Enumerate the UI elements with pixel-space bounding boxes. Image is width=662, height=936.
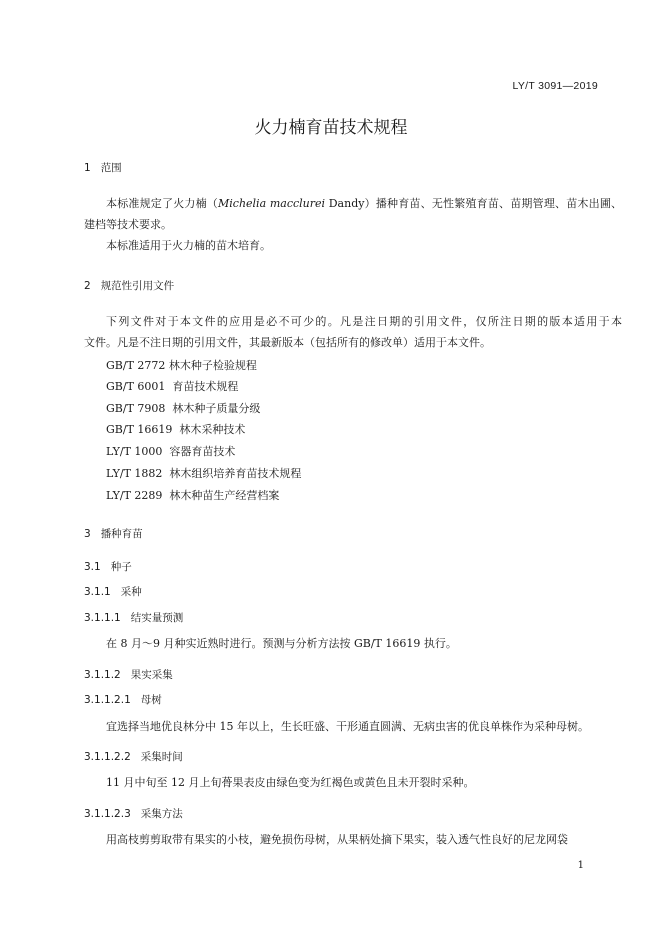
- references-intro-line-2: 文件。凡是不注日期的引用文件，其最新版本（包括所有的修改单）适用于本文件。: [84, 336, 491, 349]
- references-intro-line-1: 下列文件对于本文件的应用是必不可少的。凡是注日期的引用文件，仅所注日期的版本适用于本: [106, 315, 622, 328]
- section-heading-3-1-1-1: 3.1.1.1 结实量预测: [84, 612, 184, 624]
- standard-code: LY/T 3091—2019: [512, 80, 598, 92]
- reference-item: GB/T 2772 林木种子检验规程: [106, 359, 257, 372]
- section-heading-2: 2 规范性引用文件: [84, 280, 175, 292]
- section-heading-3-1: 3.1 种子: [84, 561, 132, 573]
- scope-paragraph-line-2: 建档等技术要求。: [84, 218, 172, 231]
- section-heading-1: [84, 160, 122, 175]
- document-title: 火力楠育苗技术规程: [254, 118, 408, 138]
- reference-item: LY/T 1000 容器育苗技术: [106, 445, 236, 458]
- reference-item: GB/T 7908 林木种子质量分级: [106, 402, 261, 415]
- reference-item: GB/T 6001 育苗技术规程: [106, 380, 239, 393]
- section-title: 范围: [100, 162, 122, 174]
- reference-item: LY/T 2289 林木种苗生产经营档案: [106, 489, 280, 502]
- reference-item: GB/T 16619 林木采种技术: [106, 423, 246, 436]
- section-heading-3-1-1-2-3: 3.1.1.2.3 采集方法: [84, 808, 183, 820]
- mother-tree-paragraph: 宜选择当地优良林分中 15 年以上，生长旺盛、干形通直圆满、无病虫害的优良单株作为采种母树。: [106, 720, 589, 733]
- section-heading-3-1-1-2-1: 3.1.1.2.1 母树: [84, 694, 162, 706]
- yield-forecast-paragraph: 在 8 月～9 月种实近熟时进行。预测与分析方法按 GB/T 16619 执行。: [106, 637, 457, 650]
- collection-time-paragraph: 11 月中旬至 12 月上旬蓇果表皮由绿色变为红褐色或黄色且未开裂时采种。: [106, 776, 475, 789]
- scope-paragraph-line-1: 本标准规定了火力楠（Michelia macclurei Dandy）播种育苗、无性繁殖育苗、苗期管理、苗木出圃、: [106, 197, 623, 210]
- scope-applicability-paragraph: 本标准适用于火力楠的苗木培育。: [106, 239, 271, 252]
- collection-method-paragraph: 用高枝剪剪取带有果实的小枝，避免损伤母树，从果柄处摘下果实，装入透气性良好的尼龙网袋: [106, 833, 568, 846]
- section-number: 1: [84, 162, 91, 174]
- section-heading-3-1-1-2: 3.1.1.2 果实采集: [84, 669, 173, 681]
- reference-item: LY/T 1882 林木组织培养育苗技术规程: [106, 467, 302, 480]
- section-heading-3: 3 播种育苗: [84, 528, 143, 540]
- section-heading-3-1-1: 3.1.1 采种: [84, 586, 142, 598]
- page-number: 1: [577, 860, 584, 871]
- section-heading-3-1-1-2-2: 3.1.1.2.2 采集时间: [84, 751, 183, 763]
- latin-species-name: Michelia macclurei: [218, 197, 326, 210]
